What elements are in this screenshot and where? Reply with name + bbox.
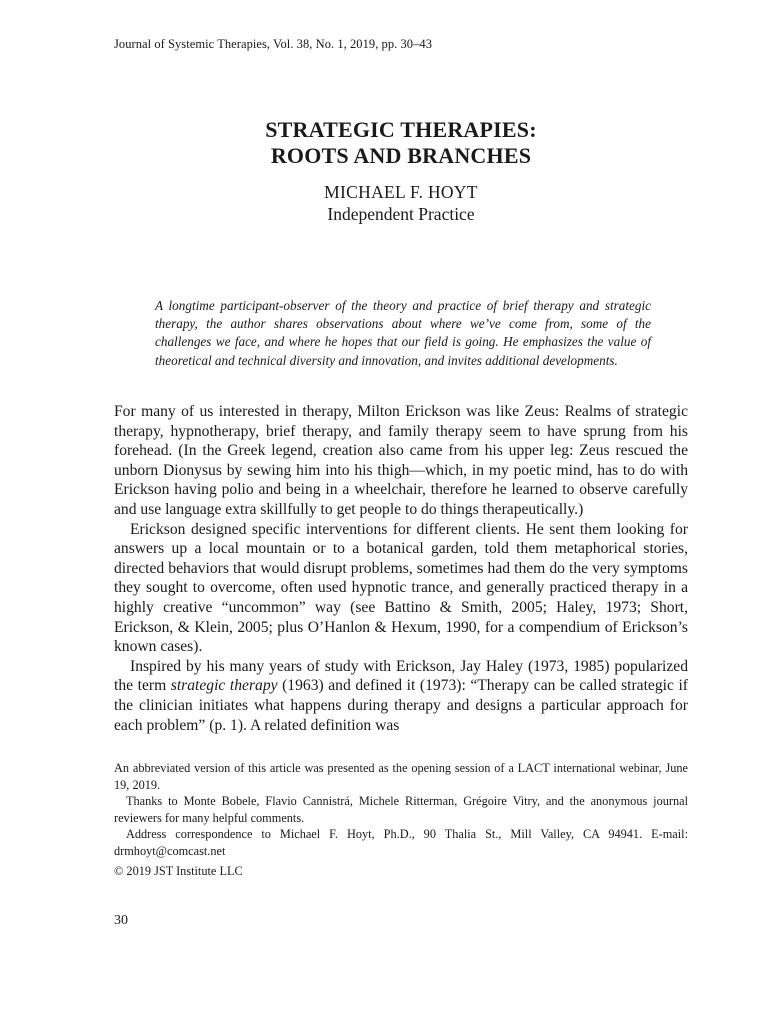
footnote-presentation: An abbreviated version of this article was presented as the opening session of a LACT international webinar, June 19, 2019. bbox=[114, 761, 688, 792]
paragraph-3-start: Inspired by his many years of study with Erickson, Jay Haley (1973, 1985) popularized the term bbox=[114, 657, 688, 695]
paragraph-2: Erickson designed specific interventions for different clients. He sent them looking for answers up a local mountain or to a botanical garden, told them metaphorical stories, directed behaviors that would disrupt problems, sometimes had them do the very symptoms they sought to overcome, often used hypnotic trance, and generally practiced therapy in a highly creative “uncommon” way (see Battino & Smith, 2005; Haley, 1973; Short, Erickson, & Klein, 2005; plus O’Hanlon & Hexum, 1990, for a compendium of Erickson’s known cases). bbox=[114, 520, 688, 656]
title-block bbox=[114, 117, 688, 225]
paragraph-3-end: (1963) and defined it (1973): “Therapy can be called strategic if the clinician initiates what happens during therapy and designs a particular approach for each problem” (p. 1). A related definition was bbox=[114, 677, 688, 734]
footnotes bbox=[114, 760, 688, 860]
author-affiliation: Independent Practice bbox=[327, 204, 475, 224]
body-text bbox=[114, 402, 688, 735]
author-name: MICHAEL F. HOYT bbox=[324, 182, 478, 202]
footnote-correspondence: Address correspondence to Michael F. Hoyt, Ph.D., 90 Thalia St., Mill Valley, CA 94941. E-mail: drmhoyt@comcast.net bbox=[114, 827, 688, 858]
paragraph-3-italic-term: strategic therapy bbox=[170, 677, 278, 695]
footnote-acknowledgments: Thanks to Monte Bobele, Flavio Cannistrá, Michele Ritterman, Grégoire Vitry, and the anonymous journal reviewers for many helpful comments. bbox=[114, 794, 688, 825]
abstract: A longtime participant-observer of the theory and practice of brief therapy and strategic therapy, the author shares observations about where we’ve come from, some of the challenges we face, and where he hopes that our field is going. He emphasizes the value of theoretical and technical diversity and innovation, and invites additional developments. bbox=[155, 298, 651, 368]
page-number: 30 bbox=[114, 913, 128, 928]
running-head: Journal of Systemic Therapies, Vol. 38, No. 1, 2019, pp. 30–43 bbox=[114, 37, 433, 51]
paragraph-3 bbox=[114, 657, 688, 735]
article-title-line-2: ROOTS AND BRANCHES bbox=[270, 143, 532, 168]
paragraph-1: For many of us interested in therapy, Milton Erickson was like Zeus: Realms of strategic therapy, hypnotherapy, brief therapy, and family therapy seem to have sprung from his forehead. (In the Greek legend, creation also came from his upper leg: Zeus rescued the unborn Dionysus by sewing him into his thigh—which, in my poetic mind, has to do with Erickson having polio and being in a wheelchair, therefore he learned to observe carefully and use language extra skillfully to get people to do things therapeutically.) bbox=[114, 403, 688, 518]
article-title-line-1: STRATEGIC THERAPIES: bbox=[265, 117, 537, 142]
copyright-notice: © 2019 JST Institute LLC bbox=[114, 864, 243, 878]
